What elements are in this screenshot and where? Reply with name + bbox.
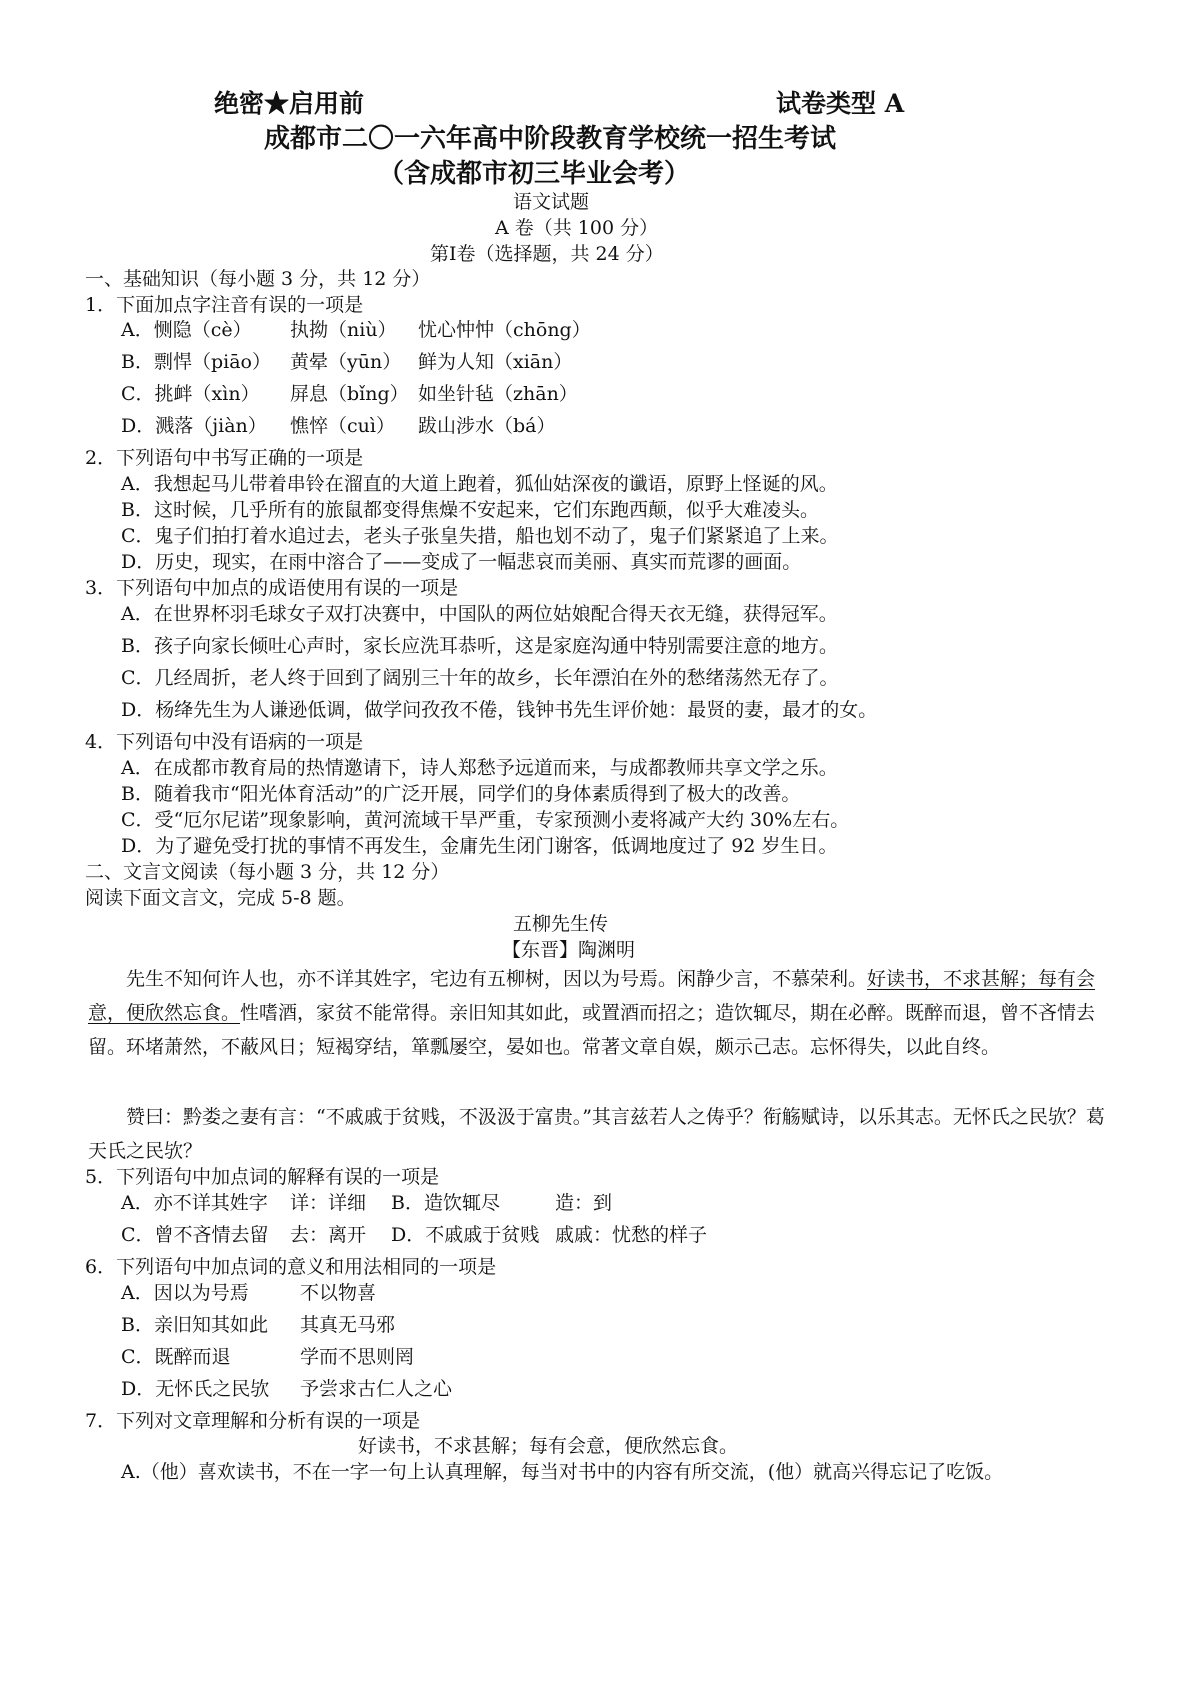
q5-option-d: D．不戚戚于贫贱 bbox=[391, 1224, 540, 1246]
q6-option-b: B．亲旧知其如此 bbox=[121, 1314, 268, 1336]
q3-stem: 3．下列语句中加点的成语使用有误的一项是 bbox=[85, 577, 459, 599]
q5-option-b-gloss: 造：到 bbox=[555, 1192, 613, 1214]
q1-option-c-2: 屏息（bǐng） bbox=[290, 383, 409, 405]
q7-option-a: A.（他）喜欢读书，不在一字一句上认真理解，每当对书中的内容有所交流，(他）就高兴得忘记了吃饭。 bbox=[121, 1461, 1004, 1483]
exam-title: 成都市二〇一六年高中阶段教育学校统一招生考试 bbox=[264, 124, 837, 154]
passage-author: 【东晋】陶渊明 bbox=[502, 939, 636, 961]
q1-option-a-3: 忧心忡忡（chōng） bbox=[418, 319, 591, 341]
q3-option-a: A．在世界杯羽毛球女子双打决赛中，中国队的两位姑娘配合得天衣无缝，获得冠军。 bbox=[121, 603, 838, 625]
section1-heading: 一、基础知识（每小题 3 分，共 12 分） bbox=[85, 268, 431, 290]
q6-option-a: A．因以为号焉 bbox=[121, 1282, 249, 1304]
q6-option-b-compare: 其真无马邪 bbox=[300, 1314, 396, 1336]
section2-heading: 二、文言文阅读（每小题 3 分，共 12 分） bbox=[85, 861, 450, 883]
subject-title: 语文试题 bbox=[513, 191, 590, 213]
q2-option-a: A．我想起马儿带着串铃在溜直的大道上跑着，狐仙姑深夜的谶语，原野上怪诞的风。 bbox=[121, 473, 838, 495]
q4-option-c: C．受“厄尔尼诺”现象影响，黄河流域干旱严重，专家预测小麦将减产大约 30%左右。 bbox=[121, 809, 850, 831]
q5-option-c: C．曾不吝情去留 bbox=[121, 1224, 269, 1246]
q3-option-c: C．几经周折，老人终于回到了阔别三十年的故乡，长年漂泊在外的愁绪荡然无存了。 bbox=[121, 667, 839, 689]
q4-option-b: B．随着我市“阳光体育活动”的广泛开展，同学们的身体素质得到了极大的改善。 bbox=[121, 783, 801, 805]
q6-option-c: C．既醉而退 bbox=[121, 1346, 231, 1368]
q6-option-c-compare: 学而不思则罔 bbox=[300, 1346, 415, 1368]
q1-stem: 1．下面加点字注音有误的一项是 bbox=[85, 294, 364, 316]
exam-subtitle: （含成都市初三毕业会考） bbox=[378, 159, 691, 189]
q4-stem: 4．下列语句中没有语病的一项是 bbox=[85, 731, 364, 753]
q1-option-a-2: 执拗（niù） bbox=[290, 319, 397, 341]
q1-option-b-3: 鲜为人知（xiān） bbox=[418, 351, 573, 373]
q6-option-d: D．无怀氏之民欤 bbox=[121, 1378, 270, 1400]
passage-text-a: 先生不知何许人也，亦不详其姓字，宅边有五柳树，因以为号焉。闲静少言，不慕荣利。 bbox=[126, 968, 868, 990]
passage-underlined-sentence: 好读书，不求甚解；每有会意，便欣然忘食。 bbox=[88, 968, 1096, 1024]
part-title: 第Ⅰ卷（选择题，共 24 分） bbox=[430, 243, 664, 265]
q7-quote: 好读书，不求甚解；每有会意，便欣然忘食。 bbox=[358, 1435, 739, 1457]
q1-option-a-1: A．恻隐（cè） bbox=[121, 319, 252, 341]
q2-stem: 2．下列语句中书写正确的一项是 bbox=[85, 447, 364, 469]
q1-option-d-3: 跋山涉水（bá） bbox=[418, 415, 556, 437]
q5-option-c-gloss: 去：离开 bbox=[290, 1224, 367, 1246]
passage-title: 五柳先生传 bbox=[513, 913, 609, 935]
q5-option-a: A．亦不详其姓字 bbox=[121, 1192, 268, 1214]
q2-option-d: D．历史，现实，在雨中溶合了——变成了一幅悲哀而美丽、真实而荒谬的画面。 bbox=[121, 551, 802, 573]
q5-stem: 5．下列语句中加点词的解释有误的一项是 bbox=[85, 1166, 440, 1188]
q2-option-b: B．这时候，几乎所有的旅鼠都变得焦燥不安起来，它们东跑西颠，似乎大难凌头。 bbox=[121, 499, 819, 521]
section2-intro: 阅读下面文言文，完成 5-8 题。 bbox=[85, 887, 356, 909]
q1-option-c-3: 如坐针毡（zhān） bbox=[418, 383, 578, 405]
q2-option-c: C．鬼子们拍打着水追过去，老头子张皇失措，船也划不动了，鬼子们紧紧追了上来。 bbox=[121, 525, 839, 547]
q5-option-a-gloss: 详：详细 bbox=[290, 1192, 367, 1214]
passage-text-b: 性嗜酒，家贫不能常得。亲旧知其如此，或置酒而招之；造饮辄尽，期在必醉。既醉而退，曾不吝情去留。环堵萧然，不蔽风日；短褐穿结，箪瓢屡空，晏如也。常著文章自娱，颇示己志。忘怀得失，以此自终。 bbox=[88, 1002, 1096, 1058]
q6-option-d-compare: 予尝求古仁人之心 bbox=[300, 1378, 453, 1400]
q4-option-a: A．在成都市教育局的热情邀请下，诗人郑愁予远道而来，与成都教师共享文学之乐。 bbox=[121, 757, 838, 779]
q6-stem: 6．下列语句中加点词的意义和用法相同的一项是 bbox=[85, 1256, 497, 1278]
q1-option-d-1: D．溅落（jiàn） bbox=[121, 415, 267, 437]
q1-option-d-2: 憔悴（cuì） bbox=[290, 415, 395, 437]
confidential-mark: 绝密★启用前 bbox=[214, 89, 365, 118]
q1-option-b-2: 黄晕（yūn） bbox=[290, 351, 402, 373]
q1-option-c-1: C．挑衅（xìn） bbox=[121, 383, 260, 405]
q6-option-a-compare: 不以物喜 bbox=[300, 1282, 377, 1304]
q5-option-d-gloss: 戚戚：忧愁的样子 bbox=[555, 1224, 708, 1246]
volume-title: A 卷（共 100 分） bbox=[495, 217, 659, 239]
q3-option-b: B．孩子向家长倾吐心声时，家长应洗耳恭听，这是家庭沟通中特别需要注意的地方。 bbox=[121, 635, 838, 657]
q7-stem: 7．下列对文章理解和分析有误的一项是 bbox=[85, 1410, 421, 1432]
passage-paragraph-1 bbox=[88, 962, 1118, 1064]
q4-option-d: D．为了避免受打扰的事情不再发生，金庸先生闭门谢客，低调地度过了 92 岁生日。 bbox=[121, 835, 838, 857]
paper-type-mark: 试卷类型 A bbox=[776, 89, 905, 118]
q5-option-b: B．造饮辄尽 bbox=[391, 1192, 500, 1214]
q1-option-b-1: B．剽悍（piāo） bbox=[121, 351, 271, 373]
q3-option-d: D．杨绛先生为人谦逊低调，做学问孜孜不倦，钱钟书先生评价她：最贤的妻，最才的女。 bbox=[121, 699, 878, 721]
passage-paragraph-2: 赞曰：黔娄之妻有言：“不戚戚于贫贱，不汲汲于富贵。”其言兹若人之俦乎？衔觞赋诗，以乐其志。无怀氏之民欤？葛天氏之民欤？ bbox=[88, 1106, 1105, 1162]
